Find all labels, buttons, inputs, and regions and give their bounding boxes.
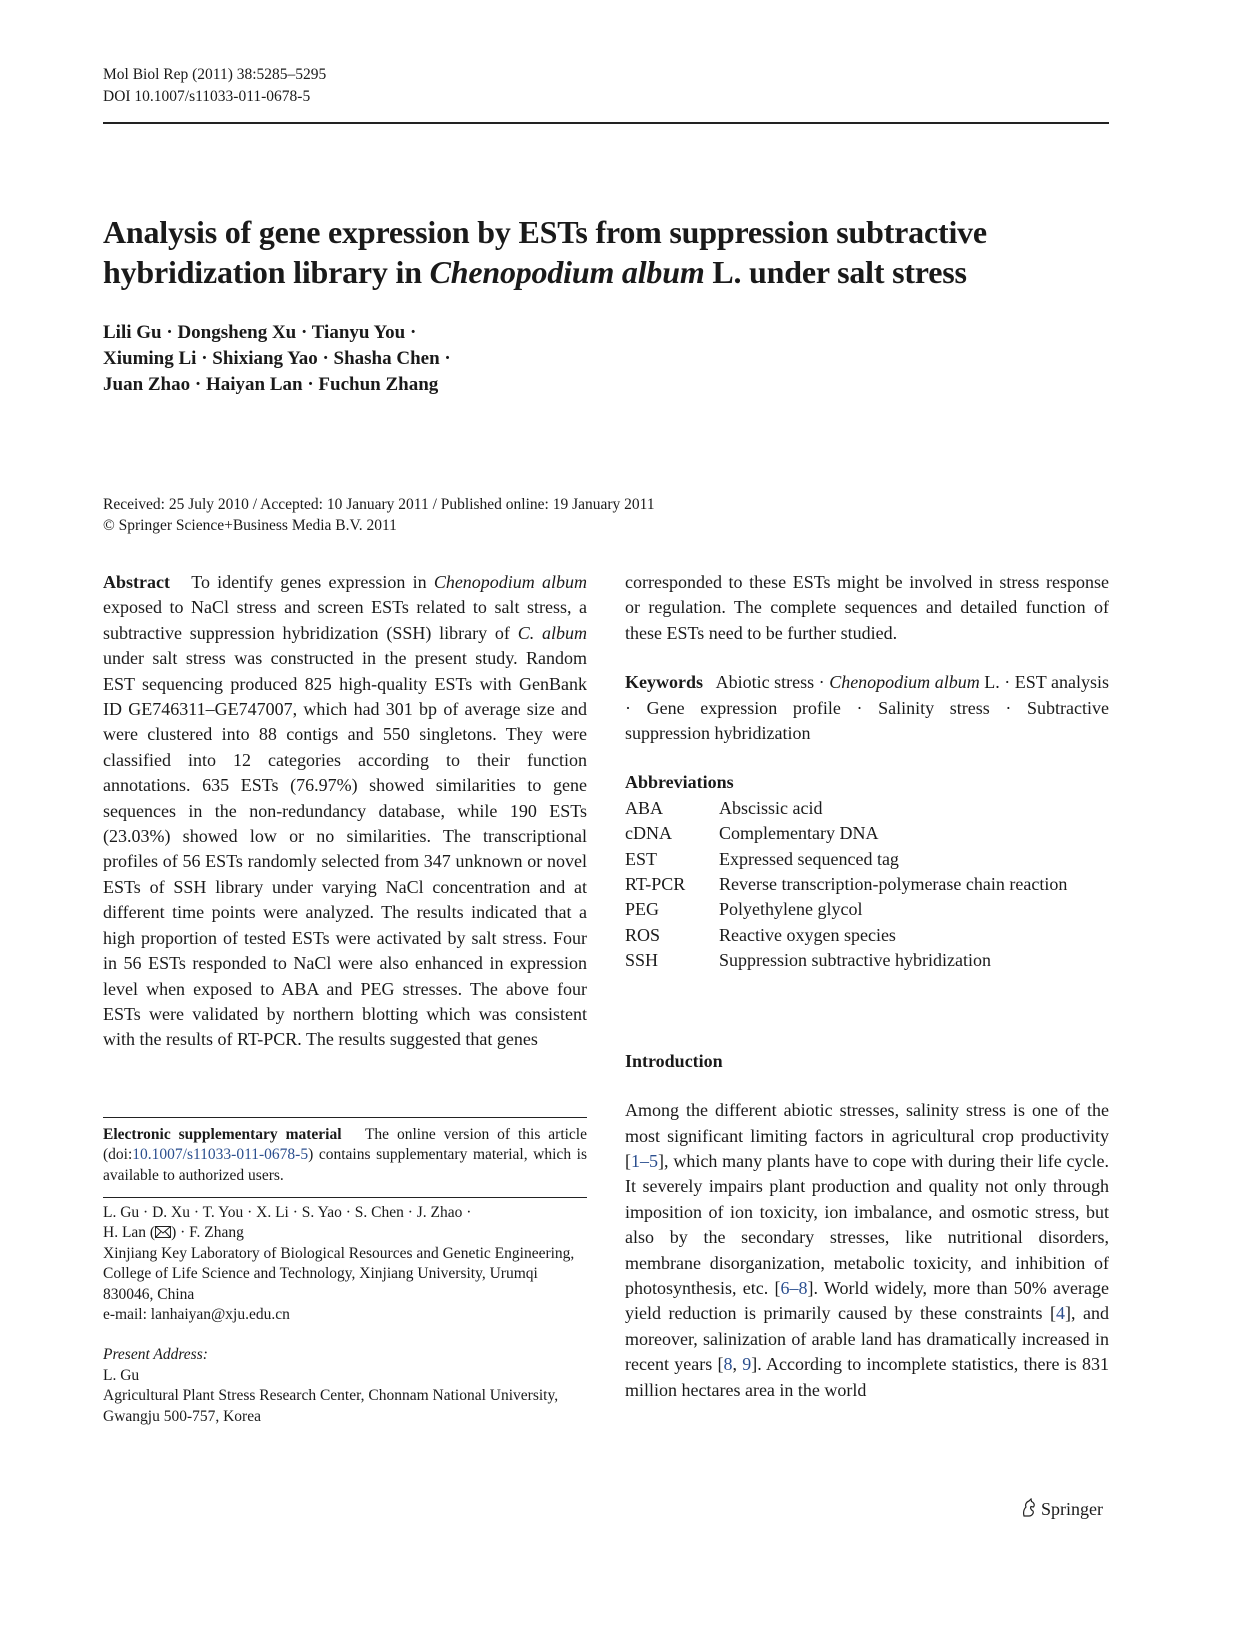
abbreviation-definition: Expressed sequenced tag [719,848,899,869]
abbreviation-term: cDNA [625,823,672,844]
esm-text: ) contains supplementary material, which is available to authorized users. [103,1146,587,1184]
abbreviation-definition: Reverse transcription-polymerase chain reaction [719,874,1068,895]
footnote-divider [103,1117,587,1118]
abbreviation-row [625,897,1067,922]
affiliation-names [103,1223,587,1243]
received-accepted-line: Received: 25 July 2010 / Accepted: 10 January 2011 / Published online: 19 January 2011 [103,496,655,513]
citation-link[interactable]: 9 [742,1354,752,1375]
present-address-name: L. Gu [103,1366,140,1384]
abbreviation-term: ROS [625,924,661,945]
intro-text-part: ], and moreover, salinization of arable land has dramatically increased in recent years [ [625,1303,1110,1375]
abbreviation-term: ABA [625,797,664,818]
abbreviation-row [625,796,1067,821]
affiliation-names-part: ) · F. Zhang [171,1224,244,1242]
affiliation-institution: Xinjiang Key Laboratory of Biological Resources and Genetic Engineering, College of Life Science and Technology, Xinjiang University, Urumqi 830046, China [103,1244,575,1303]
abstract-text [103,570,587,1053]
intro-text-part: ], which many plants have to cope with during their life cycle. It severely impairs plant production and quality not only through imposition of ion toxicity, ion imbalance, and osmotic stress, but also by the secondary stresses, like nutritional disorders, membrane disorganization, metabolic toxicity, and inhibition of photosynthesis, etc. [ [625,1150,1109,1298]
esm-doi-link[interactable]: 10.1007/s11033-011-0678-5 [132,1146,309,1164]
abbreviation-definition: Reactive oxygen species [719,924,896,945]
affiliation-names-part: H. Lan ( [103,1224,156,1242]
abbreviation-definition: Abscissic acid [719,797,823,818]
keywords-text: Abiotic stress · [715,672,830,693]
publisher-logo [1020,1498,1103,1520]
abbreviation-definition: Suppression subtractive hybridization [719,950,991,971]
keywords-text: L. · EST analysis · Gene expression profile · Salinity stress · Subtractive suppression hybridization [625,672,1109,744]
abbreviation-row [625,847,1067,872]
abbreviation-definition: Complementary DNA [719,823,879,844]
abbreviation-row [625,923,1067,948]
keywords-section [625,670,1109,746]
affiliation-footnote [103,1203,587,1427]
abbreviation-row [625,872,1067,897]
citation-link[interactable]: 1–5 [631,1150,658,1171]
abbreviation-term: RT-PCR [625,874,686,895]
intro-text-part: , [732,1354,743,1375]
author-line: Xiuming Li · Shixiang Yao · Shasha Chen · [103,348,451,369]
abbreviations-heading: Abbreviations [625,772,734,793]
esm-footnote [103,1125,587,1186]
author-list [103,320,451,398]
keywords-heading: Keywords [625,672,703,693]
intro-text-part: ]. World widely, more than 50% average yield reduction is primarily caused by these constraints [ [625,1277,1109,1324]
abbreviations-table [625,796,1067,974]
present-address-institution: Agricultural Plant Stress Research Center, Chonnam National University, Gwangju 500-757, Korea [103,1387,559,1425]
abstract-species: Chenopodium album [433,572,587,592]
title-text-1: Analysis of gene expression by ESTs from suppression subtractive hybridization library in [103,214,987,290]
esm-text: The online version of this article (doi: [103,1126,587,1164]
abstract-text-part: To identify genes expression in [191,572,434,592]
abbreviation-term: SSH [625,950,659,971]
right-column [625,570,1109,1403]
title-text-2: L. under salt stress [704,254,967,290]
introduction-text [625,1098,1109,1403]
springer-horse-icon [1020,1498,1038,1518]
author-line: Lili Gu · Dongsheng Xu · Tianyu You · [103,322,417,343]
copyright-line: © Springer Science+Business Media B.V. 2011 [103,517,397,534]
publication-dates [103,494,655,536]
abstract-section [103,570,587,1053]
intro-text-part: Among the different abiotic stresses, salinity stress is one of the most significant limiting factors in agricultural crop productivity [ [625,1100,1109,1171]
abbreviation-row [625,821,1067,846]
citation-link[interactable]: 8 [723,1354,733,1375]
doi-line: DOI 10.1007/s11033-011-0678-5 [103,88,311,105]
affiliation-names: L. Gu · D. Xu · T. You · X. Li · S. Yao · S. Chen · J. Zhao · [103,1204,472,1221]
journal-citation: Mol Biol Rep (2011) 38:5285–5295 [103,66,327,83]
citation-link[interactable]: 6–8 [780,1277,808,1298]
author-line: Juan Zhao · Haiyan Lan · Fuchun Zhang [103,374,439,395]
abstract-text-part: exposed to NaCl stress and screen ESTs related to salt stress, a subtractive suppression hybridization (SSH) library of [103,597,587,643]
footnote-divider [103,1197,587,1198]
paper-title [103,212,1103,292]
abstract-continuation: corresponded to these ESTs might be involved in stress response or regulation. The complete sequences and detailed function of these ESTs need to be further studied. [625,572,1109,643]
abstract-text-part: under salt stress was constructed in the present study. Random EST sequencing produced 825 high-quality ESTs with GenBank ID GE746311–GE747007, which had 301 bp of average size and were clustered into 88 contigs and 550 singletons. They were classified into 12 categories according to their function annotations. 635 ESTs (76.97%) showed similarities to gene sequences in the non-redundancy database, while 190 ESTs (23.03%) showed low or no similarities. The transcriptional profiles of 56 ESTs randomly selected from 347 unknown or novel ESTs of SSH library under varying NaCl concentration and at different time points were analyzed. The results indicated that a high proportion of tested ESTs were activated by salt stress. Four in 56 ESTs responded to NaCl were also enhanced in expression level when exposed to ABA and PEG stresses. The above four ESTs were validated by northern blotting which was consistent with the results of RT-PCR. The results suggested that genes [103,648,587,1050]
envelope-icon [155,1226,171,1238]
keywords-species: Chenopodium album [829,672,980,693]
introduction-heading: Introduction [625,1050,723,1071]
abstract-heading: Abstract [103,572,170,592]
header-divider [103,122,1109,124]
abstract-species: C. album [517,622,587,643]
abbreviation-term: PEG [625,899,660,920]
esm-heading: Electronic supplementary material [103,1126,342,1143]
present-address-heading: Present Address: [103,1346,208,1364]
abbreviation-row [625,948,1067,973]
abbreviation-term: EST [625,848,658,869]
abbreviation-definition: Polyethylene glycol [719,899,863,920]
intro-text-part: ]. According to incomplete statistics, there is 831 million hectares area in the world [625,1354,1109,1400]
publisher-name: Springer [1041,1499,1103,1519]
title-species: Chenopodium album [429,254,705,290]
corresponding-email[interactable]: e-mail: lanhaiyan@xju.edu.cn [103,1306,290,1324]
journal-header [103,64,326,108]
citation-link[interactable]: 4 [1056,1303,1066,1324]
